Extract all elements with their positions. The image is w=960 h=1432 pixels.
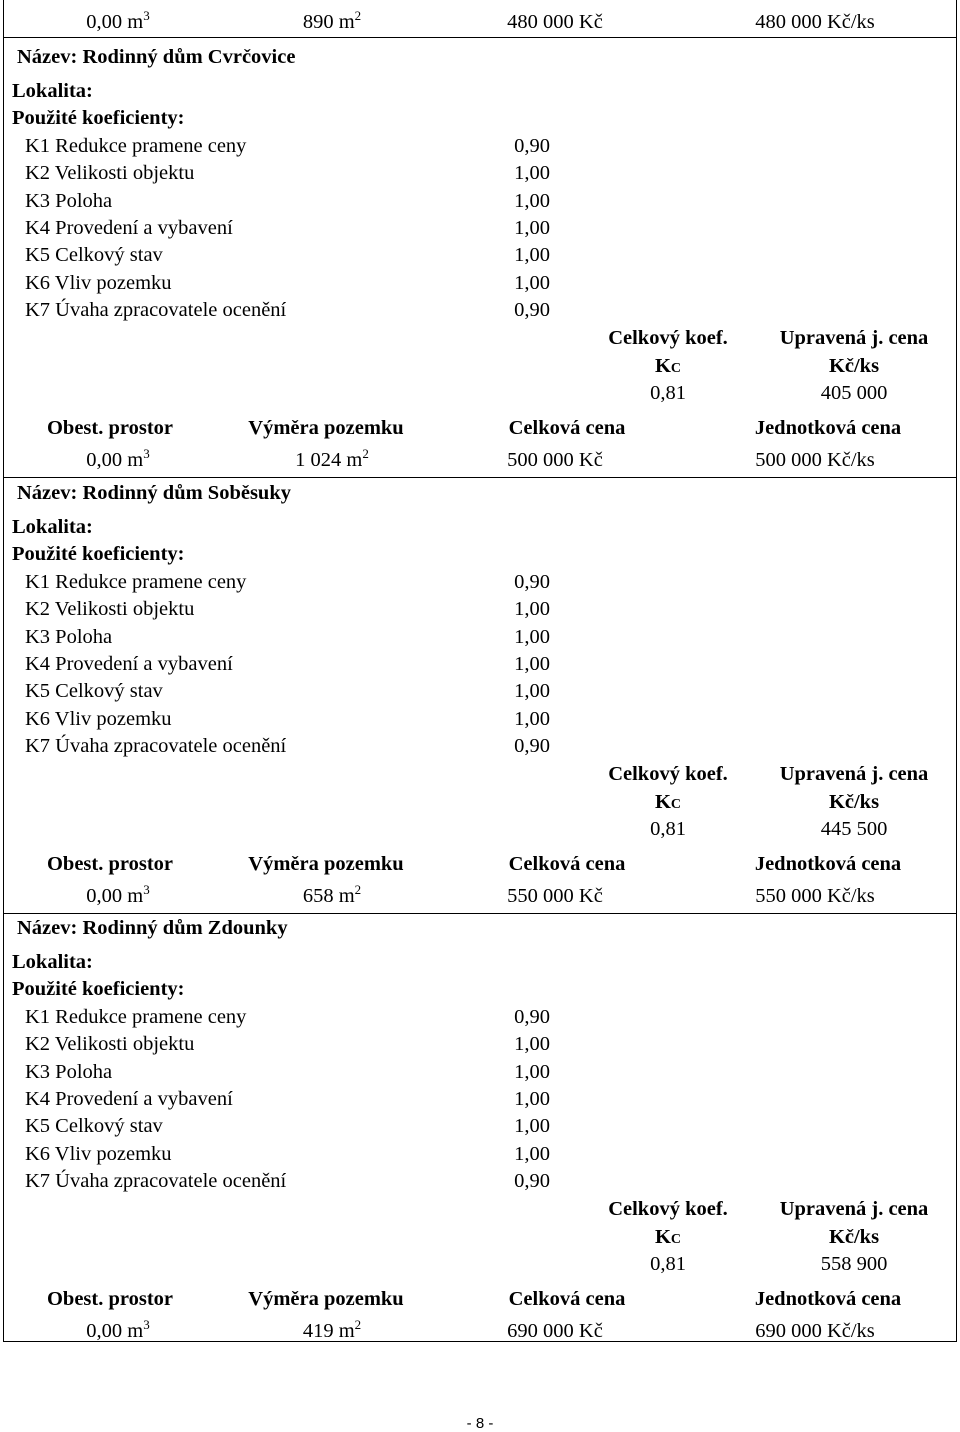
coefficient-label: K5 Celkový stav [25,244,163,267]
adjusted-price-value: 405 000 [820,382,888,404]
land-exponent: 2 [354,882,362,897]
land-number: 419 m [302,1320,355,1342]
coefficient-value: 0,90 [514,571,550,593]
coefficients-label: Použité koeficienty: [12,543,185,565]
coefficient-label: K4 Provedení a vybavení [25,216,233,239]
col-header-volume: Obest. prostor [46,417,174,439]
col-header-land: Výměra pozemku [248,1288,404,1310]
coefficient-value: 1,00 [514,1060,550,1083]
property-name [17,918,288,939]
kc-label [655,1227,681,1248]
col-header-land: Výměra pozemku [248,853,404,875]
locality-label: Lokalita: [12,516,93,538]
col-header-unit: Jednotková cena [754,1288,902,1310]
total-coef-label: Celkový koef. [608,327,728,349]
total-price-value: 550 000 Kč [507,885,603,907]
coefficient-value: 1,00 [514,244,550,267]
volume-exponent: 3 [143,1317,150,1332]
coefficient-value: 1,00 [514,1142,550,1165]
land-number: 1 024 m [295,449,363,471]
kc-value: 0,81 [650,382,686,404]
total-price-value: 500 000 Kč [507,449,603,471]
coefficient-label: K7 Úvaha zpracovatele ocenění [25,298,287,321]
volume-exponent: 3 [143,446,150,461]
total-price-value: 690 000 Kč [507,1320,603,1342]
volume-value [86,882,150,907]
table-right-border [956,0,957,1342]
coefficient-label: K2 Velikosti objektu [25,162,195,185]
kc-subscript: C [670,797,682,812]
coefficient-label: K1 Redukce pramene ceny [25,135,247,157]
col-header-volume: Obest. prostor [46,1288,174,1310]
coefficient-label: K5 Celkový stav [25,1115,163,1138]
kc-letter: K [654,791,671,813]
property-name [17,47,295,68]
total-coef-label: Celkový koef. [608,1198,728,1220]
coefficient-value: 0,90 [514,734,550,757]
property-name-value: Rodinný dům Zdounky [82,917,288,939]
adjusted-price-label: Upravená j. cena [779,763,929,785]
col-header-total: Celková cena [508,853,626,875]
volume-number: 0,00 m [86,885,144,907]
land-value [302,1317,362,1342]
coefficient-label: K1 Redukce pramene ceny [25,571,247,593]
coefficient-label: K4 Provedení a vybavení [25,1087,233,1110]
kc-label [655,356,681,377]
volume-value [86,1317,150,1342]
coefficient-value: 0,90 [514,1006,550,1028]
coefficient-label: K6 Vliv pozemku [25,271,172,294]
adjusted-price-label: Upravená j. cena [779,327,929,349]
kc-value: 0,81 [650,818,686,840]
total-coef-label: Celkový koef. [608,763,728,785]
adjusted-price-value: 445 500 [820,818,888,840]
property-name [17,483,291,504]
coefficient-label: K3 Poloha [25,1060,113,1083]
volume-value [86,446,150,471]
coefficient-value: 1,00 [514,1115,550,1138]
land-value [295,446,369,471]
property-name-value: Rodinný dům Cvrčovice [82,46,296,68]
page-number: - 8 - [466,1415,494,1432]
land-exponent: 2 [362,446,369,461]
per-piece-label: Kč/ks [828,791,880,813]
coefficient-label: K1 Redukce pramene ceny [25,1006,247,1028]
name-prefix-label: Název: [17,917,83,939]
land-value: 890 $m^2$ [302,8,362,33]
total-price-value: 480 000 Kč [507,11,603,33]
coefficient-value: 1,00 [514,216,550,239]
row-separator [3,913,957,914]
unit-price-value: 550 000 Kč/ks [755,885,875,907]
coefficient-value: 0,90 [514,1169,550,1192]
coefficient-value: 1,00 [514,598,550,621]
coefficient-label: K6 Vliv pozemku [25,707,172,730]
coefficient-label: K6 Vliv pozemku [25,1142,172,1165]
col-header-total: Celková cena [508,1288,626,1310]
kc-label [655,792,681,813]
col-header-volume: Obest. prostor [46,853,174,875]
unit-price-value: 500 000 Kč/ks [755,449,875,471]
coefficient-label: K7 Úvaha zpracovatele ocenění [25,734,287,757]
coefficients-label: Použité koeficienty: [12,978,185,1000]
coefficient-value: 1,00 [514,162,550,185]
coefficient-value: 1,00 [514,707,550,730]
adjusted-price-label: Upravená j. cena [779,1198,929,1220]
kc-letter: K [654,1226,671,1248]
col-header-unit: Jednotková cena [754,417,902,439]
kc-value: 0,81 [650,1253,686,1275]
name-prefix-label: Název: [17,46,83,68]
coefficient-value: 0,90 [514,298,550,321]
locality-label: Lokalita: [12,951,93,973]
coefficient-value: 0,90 [514,135,550,157]
coefficient-value: 1,00 [514,625,550,648]
per-piece-label: Kč/ks [828,355,880,377]
unit-price-value: 480 000 Kč/ks [755,11,875,33]
kc-subscript: C [670,361,682,376]
coefficient-value: 1,00 [514,680,550,703]
volume-number: 0,00 m [86,449,144,471]
land-value [302,882,362,907]
col-header-land: Výměra pozemku [248,417,404,439]
coefficient-label: K5 Celkový stav [25,680,163,703]
row-separator [3,477,957,478]
name-prefix-label: Název: [17,482,83,504]
volume-exponent: 3 [143,882,150,897]
volume-number: 0,00 m [86,1320,144,1342]
coefficient-value: 1,00 [514,271,550,294]
coefficient-value: 1,00 [514,652,550,675]
adjusted-price-value: 558 900 [820,1253,888,1275]
volume-value: 0,00 $m^3$ [86,8,150,33]
coefficient-value: 1,00 [514,189,550,212]
coefficient-value: 1,00 [514,1033,550,1056]
coefficient-label: K2 Velikosti objektu [25,1033,195,1056]
land-number: 658 m [302,885,355,907]
coefficients-label: Použité koeficienty: [12,107,185,129]
coefficient-label: K4 Provedení a vybavení [25,652,233,675]
unit-price-value: 690 000 Kč/ks [755,1320,875,1342]
kc-letter: K [654,355,671,377]
coefficient-label: K3 Poloha [25,625,113,648]
col-header-total: Celková cena [508,417,626,439]
row-separator [3,37,957,38]
coefficient-label: K2 Velikosti objektu [25,598,195,621]
per-piece-label: Kč/ks [828,1226,880,1248]
coefficient-label: K3 Poloha [25,189,113,212]
coefficient-value: 1,00 [514,1087,550,1110]
land-exponent: 2 [354,1317,362,1332]
coefficient-label: K7 Úvaha zpracovatele ocenění [25,1169,287,1192]
table-left-border [3,0,4,1342]
kc-subscript: C [670,1232,682,1247]
locality-label: Lokalita: [12,80,93,102]
col-header-unit: Jednotková cena [754,853,902,875]
property-name-value: Rodinný dům Soběsuky [82,482,291,504]
